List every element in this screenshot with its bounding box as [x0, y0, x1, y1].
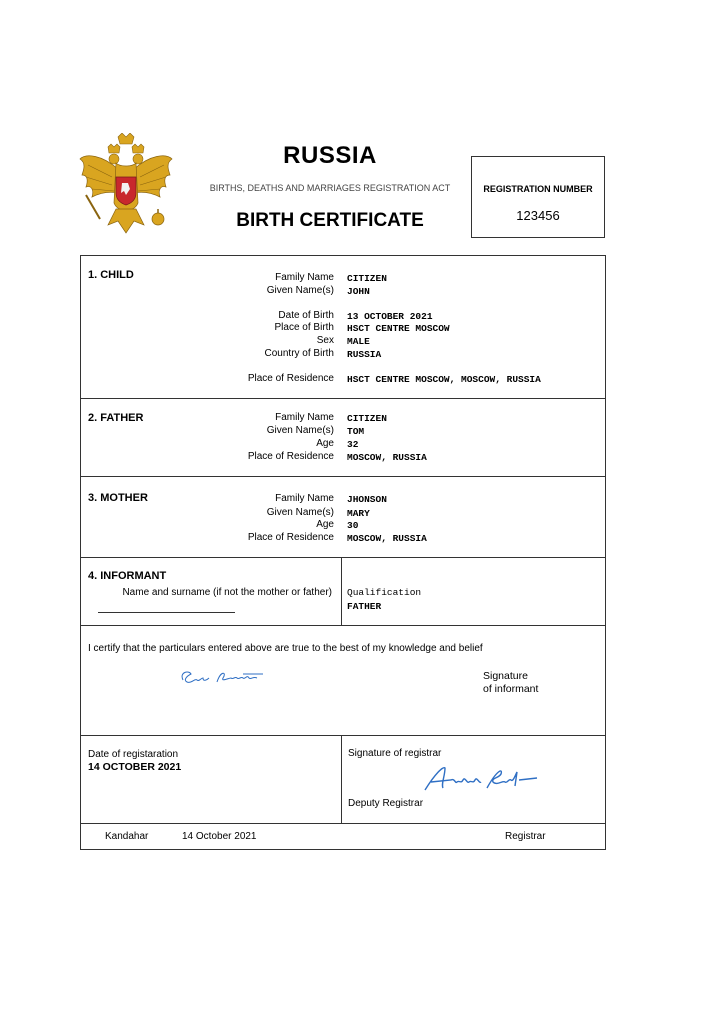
child-pob: HSCT CENTRE MOSCOW [347, 323, 450, 334]
informant-qualification-label: Qualification [347, 587, 422, 598]
divider [81, 735, 605, 736]
document-title: BIRTH CERTIFICATE [236, 210, 424, 231]
father-residence-label: Place of Residence [247, 451, 334, 462]
father-age-label: Age [316, 438, 334, 449]
child-dob: 13 OCTOBER 2021 [347, 311, 433, 322]
divider [81, 398, 605, 399]
child-cob-label: Country of Birth [264, 348, 334, 359]
registration-date: 14 OCTOBER 2021 [88, 761, 182, 773]
mother-age: 30 [347, 520, 359, 531]
divider [81, 823, 605, 824]
divider [81, 557, 605, 558]
child-family-name: CITIZEN [347, 273, 387, 284]
registrar-signature [421, 764, 541, 794]
footer-role: Registrar [505, 831, 546, 842]
child-residence: HSCT CENTRE MOSCOW, MOSCOW, RUSSIA [347, 374, 541, 385]
child-sex: MALE [347, 336, 370, 347]
deputy-registrar-label: Deputy Registrar [348, 798, 424, 809]
footer-date: 14 October 2021 [182, 831, 257, 842]
child-sex-label: Sex [316, 335, 334, 346]
child-heading: 1. CHILD [88, 269, 134, 281]
mother-residence-label: Place of Residence [247, 532, 334, 543]
registration-number-label: REGISTRATION NUMBER [483, 184, 593, 194]
informant-name-label: Name and surname (if not the mother or father) [122, 587, 332, 598]
registration-number-value: 123456 [516, 208, 560, 223]
father-family-name: CITIZEN [347, 413, 387, 424]
mother-given-names: MARY [347, 508, 370, 519]
footer-place: Kandahar [105, 831, 149, 842]
mother-family-name: JHONSON [347, 494, 387, 505]
child-family-name-label: Family Name [275, 272, 334, 283]
divider [81, 476, 605, 477]
informant-qualification: FATHER [347, 601, 382, 612]
child-given-names: JOHN [347, 286, 370, 297]
signature-label-2: of informant [483, 683, 539, 695]
father-age: 32 [347, 439, 359, 450]
divider [341, 557, 342, 625]
russian-coat-of-arms-icon [78, 133, 174, 237]
child-residence-label: Place of Residence [247, 373, 334, 384]
child-pob-label: Place of Birth [274, 322, 334, 333]
informant-signature [177, 666, 267, 688]
registrar-signature-label: Signature of registrar [348, 748, 442, 759]
mother-heading: 3. MOTHER [88, 492, 148, 504]
father-given-names-label: Given Name(s) [266, 425, 334, 436]
informant-heading: 4. INFORMANT [88, 570, 167, 582]
father-heading: 2. FATHER [88, 412, 144, 424]
registration-date-label: Date of registaration [88, 749, 179, 760]
divider [341, 735, 342, 823]
signature-label-1: Signature [483, 670, 528, 682]
mother-age-label: Age [316, 519, 334, 530]
father-family-name-label: Family Name [275, 412, 334, 423]
child-cob: RUSSIA [347, 349, 382, 360]
father-residence: MOSCOW, RUSSIA [347, 452, 427, 463]
child-dob-label: Date of Birth [278, 310, 334, 321]
registration-act: BIRTHS, DEATHS AND MARRIAGES REGISTRATION ACT [209, 183, 451, 193]
mother-given-names-label: Given Name(s) [266, 507, 334, 518]
informant-name-line [98, 612, 235, 613]
father-given-names: TOM [347, 426, 365, 437]
country-title: RUSSIA [283, 142, 377, 169]
certificate-form [80, 255, 606, 850]
registration-number-box [471, 156, 605, 238]
mother-residence: MOSCOW, RUSSIA [347, 533, 427, 544]
mother-family-name-label: Family Name [275, 493, 334, 504]
certification-statement: I certify that the particulars entered above are true to the best of my knowledge and belief [88, 643, 483, 654]
divider [81, 625, 605, 626]
child-given-names-label: Given Name(s) [266, 285, 334, 296]
